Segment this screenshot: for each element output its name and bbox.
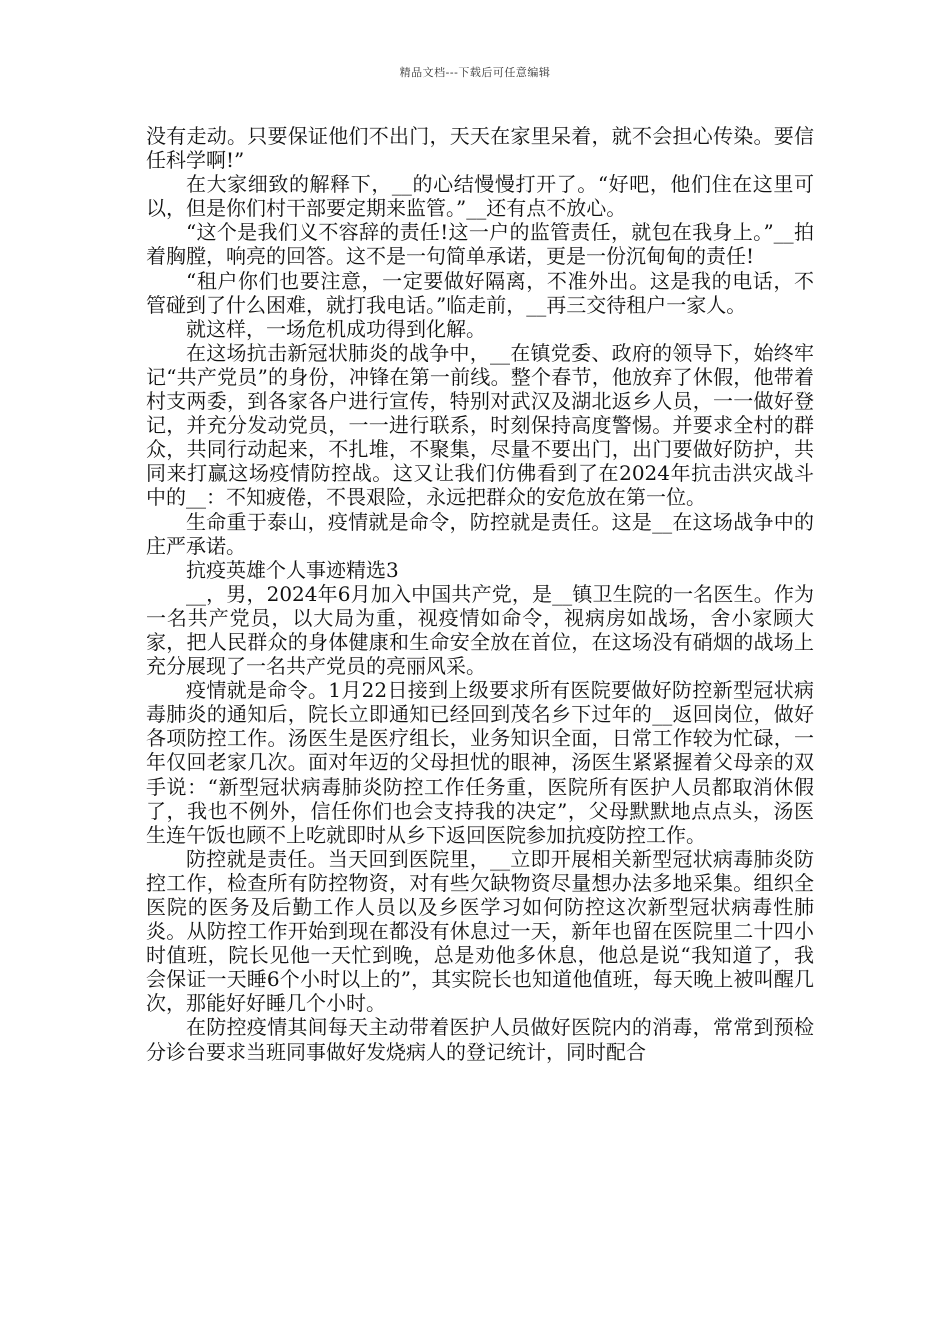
paragraph-11: 在防控疫情其间每天主动带着医护人员做好医院内的消毒，常常到预检分诊台要求当班同事做好发烧病人的登记统计，同时配合 [146, 1015, 814, 1064]
paragraph-2: 在大家细致的解释下，__的心结慢慢打开了。“好吧，他们住在这里可以，但是你们村干部要定期来监管。”__还有点不放心。 [146, 172, 814, 221]
paragraph-10: 防控就是责任。当天回到医院里，__立即开展相关新型冠状病毒肺炎防控工作，检查所有防控物资，对有些欠缺物资尽量想办法多地采集。组织全医院的医务及后勤工作人员以及乡医学习如何防控这次新型冠状病毒性肺炎。从防控工作开始到现在都没有休息过一天，新年也留在医院里二十四小时值班，院长见他一天忙到晚，总是劝他多休息，他总是说“我知道了，我会保证一天睡6个小时以上的”，其实院长也知道他值班，每天晚上被叫醒几次，那能好好睡几个小时。 [146, 846, 814, 1016]
paragraph-3: “这个是我们义不容辞的责任!这一户的监管责任，就包在我身上。”__拍着胸膛，响亮的回答。这不是一句简单承诺，更是一份沉甸甸的责任! [146, 220, 814, 269]
paragraph-8: __，男，2024年6月加入中国共产党，是__镇卫生院的一名医生。作为一名共产党员，以大局为重，视疫情如命令，视病房如战场，舍小家顾大家，把人民群众的身体健康和生命安全放在首位，在这场没有硝烟的战场上充分展现了一名共产党员的亮丽风采。 [146, 581, 814, 679]
paragraph-7: 生命重于泰山，疫情就是命令，防控就是责任。这是__在这场战争中的庄严承诺。 [146, 509, 814, 558]
paragraph-5: 就这样，一场危机成功得到化解。 [186, 316, 486, 341]
document-body [146, 124, 814, 1064]
paragraph-9: 疫情就是命令。1月22日接到上级要求所有医院要做好防控新型冠状病毒肺炎的通知后，院长立即通知已经回到茂名乡下过年的__返回岗位，做好各项防控工作。汤医生是医疗组长，业务知识全面，日常工作较为忙碌，一年仅回老家几次。面对年迈的父母担忧的眼神，汤医生紧紧握着父母亲的双手说：“新型冠状病毒肺炎防控工作任务重，医院所有医护人员都取消休假了，我也不例外，信任你们也会支持我的决定”，父母默默地点点头，汤医生连午饭也顾不上吃就即时从乡下返回医院参加抗疫防控工作。 [146, 678, 814, 847]
page-header: 精品文档---下载后可任意编辑 [399, 66, 551, 79]
paragraph-1: 没有走动。只要保证他们不出门，天天在家里呆着，就不会担心传染。要信任科学啊!” [146, 124, 814, 173]
section-title: 抗疫英雄个人事迹精选3 [186, 557, 399, 582]
paragraph-6: 在这场抗击新冠状肺炎的战争中，__在镇党委、政府的领导下，始终牢记“共产党员”的身份，冲锋在第一前线。整个春节，他放弃了休假，他带着村支两委，到各家各户进行宣传，特别对武汉及湖北返乡人员，一一做好登记，并充分发动党员，一一进行联系，时刻保持高度警惕。并要求全村的群众，共同行动起来，不扎堆，不聚集，尽量不要出门，出门要做好防护，共同来打赢这场疫情防控战。这又让我们仿佛看到了在2024年抗击洪灾战斗中的__：不知疲倦，不畏艰险，永远把群众的安危放在第一位。 [146, 340, 814, 510]
paragraph-4: “租户你们也要注意，一定要做好隔离，不准外出。这是我的电话，不管碰到了什么困难，就打我电话。”临走前，__再三交待租户一家人。 [146, 268, 814, 317]
